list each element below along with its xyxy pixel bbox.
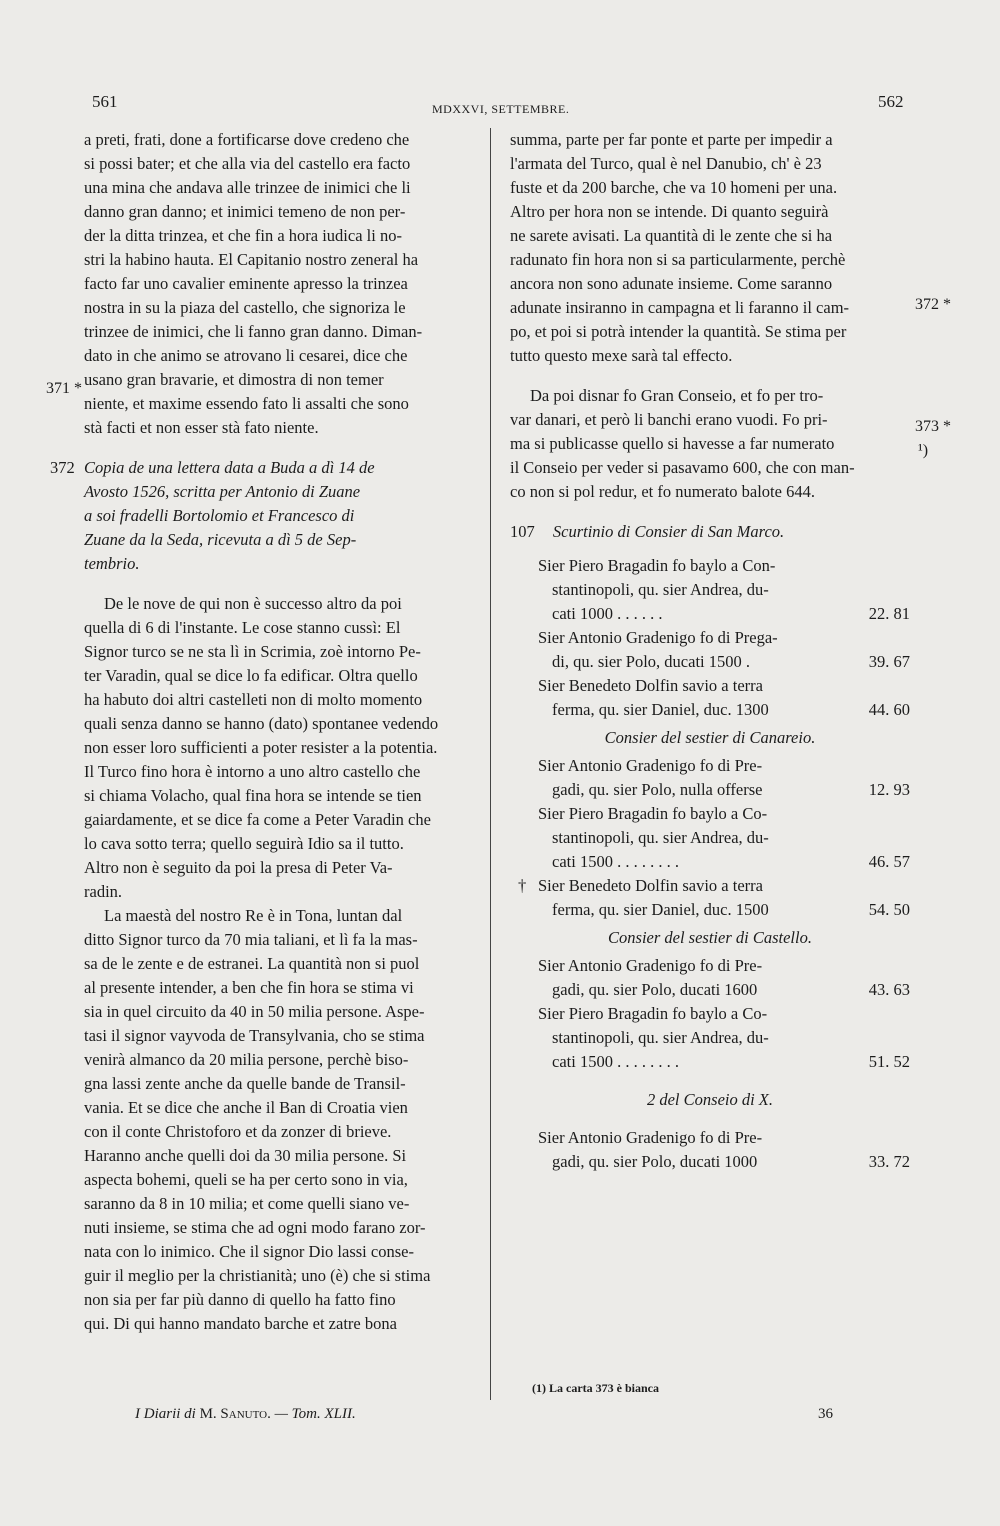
candidate-entry — [510, 674, 910, 722]
text-line: tutto questo mexe sarà tal effecto. — [510, 346, 733, 365]
page-number-right: 562 — [878, 92, 904, 111]
text-line: una mina che andava alle trinzee de inimici che li — [84, 178, 411, 197]
vote-count: 22. 81 — [868, 604, 910, 623]
candidate-line: Sier Antonio Gradenigo fo di Pre- — [538, 1128, 763, 1147]
text-line: po, et poi si potrà intender la quantità. Se stima per — [510, 322, 847, 341]
candidate-name — [538, 554, 846, 626]
candidate-line: di, qu. sier Polo, ducati 1500 . — [552, 652, 750, 671]
text-line: non sia per far più danno di quello ha fatto fino — [84, 1290, 396, 1309]
title-line: tembrio. — [84, 554, 140, 573]
paragraph-king — [84, 904, 488, 1336]
subheading-council-x: 2 del Conseio di X. — [646, 1090, 774, 1109]
text-line: Altro per hora non se intende. Di quanto seguirà — [510, 202, 829, 221]
candidate-line: cati 1000 . . . . . . — [552, 604, 663, 623]
candidate-name — [538, 674, 846, 722]
text-line: fuste et da 200 barche, che va 10 homeni per una. — [510, 178, 838, 197]
candidate-line: Sier Benedeto Dolfin savio a terra — [538, 676, 763, 695]
text-line: ha habuto doi altri castelleti non di molto momento — [84, 690, 423, 709]
vote-count: 39. 67 — [868, 652, 910, 671]
text-line: Il Turco fino hora è intorno a uno altro castello che — [84, 762, 421, 781]
sheet-number: 36 — [818, 1406, 833, 1422]
text-line: danno gran danno; et inimici temeno de non per- — [84, 202, 406, 221]
candidate-entry — [510, 754, 910, 802]
candidate-line: stantinopoli, qu. sier Andrea, du- — [552, 580, 769, 599]
paragraph-army — [510, 128, 910, 368]
text-line: l'armata del Turco, qual è nel Danubio, ch' è 23 — [510, 154, 822, 173]
text-line: Signor turco se ne sta lì in Scrimia, zoè intorno Pe- — [84, 642, 421, 661]
candidate-entry — [510, 1002, 910, 1074]
scrutiny-heading — [510, 520, 910, 544]
candidate-line: cati 1500 . . . . . . . . — [552, 852, 679, 871]
paragraph-fortification — [84, 128, 488, 440]
text-line: Da poi disnar fo Gran Conseio, et fo per tro- — [530, 386, 824, 405]
right-column — [510, 128, 910, 1174]
text-line: il Conseio per veder si pasavamo 600, che con man- — [510, 458, 855, 477]
text-line: stà facti et non esser stà fato niente. — [84, 418, 319, 437]
candidate-line: Sier Antonio Gradenigo fo di Prega- — [538, 628, 778, 647]
text-line: quali senza danno se hanno (dato) spontanee vedendo — [84, 714, 439, 733]
candidate-line: Sier Benedeto Dolfin savio a terra — [538, 876, 763, 895]
text-line: De le nove de qui non è successo altro da poi — [104, 594, 402, 613]
text-line: var danari, et però li banchi erano vuodi. Fo pri- — [510, 410, 828, 429]
text-line: aspecta bohemi, queli se ha per certo sono in via, — [84, 1170, 408, 1189]
text-line: La maestà del nostro Re è in Tona, luntan dal — [104, 906, 403, 925]
text-line: usano gran bravarie, et dimostra di non temer — [84, 370, 384, 389]
title-line: Avosto 1526, scritta per Antonio di Zuane — [84, 482, 361, 501]
text-line: sa de le zente e de estranei. La quantità non si puol — [84, 954, 420, 973]
dagger-mark: † — [518, 876, 527, 895]
text-line: co non si pol redur, et fo numerato balote 644. — [510, 482, 815, 501]
scrutiny-number: 107 — [510, 522, 535, 541]
text-line: non esser loro sufficienti a poter resister a la potentia. — [84, 738, 438, 757]
candidate-entry — [510, 554, 910, 626]
candidate-entry — [510, 626, 910, 674]
text-line: ancora non sono adunate insieme. Come saranno — [510, 274, 833, 293]
subheading-canareio: Consier del sestier di Canareio. — [604, 728, 816, 747]
text-line: lo cava sotto terra; quello seguirà Idio sa il tutto. — [84, 834, 404, 853]
candidate-name — [538, 1126, 846, 1174]
candidate-name — [538, 802, 846, 874]
candidate-line: ferma, qu. sier Daniel, duc. 1500 — [552, 900, 769, 919]
text-line: radin. — [84, 882, 123, 901]
margin-note-373: 373 * — [915, 418, 951, 435]
candidate-entry — [510, 874, 910, 922]
column-divider — [490, 128, 491, 1400]
signature-author: M. Sanuto. — [199, 1406, 271, 1422]
vote-count: 44. 60 — [868, 700, 910, 719]
candidate-name — [538, 754, 846, 802]
candidate-line: cati 1500 . . . . . . . . — [552, 1052, 679, 1071]
text-line: si possi bater; et che alla via del castello era facto — [84, 154, 411, 173]
letter-title — [84, 456, 488, 576]
text-line: vania. Et se dice che anche il Ban di Croatia vien — [84, 1098, 408, 1117]
candidate-entry — [510, 954, 910, 1002]
margin-note-371: 371 * — [46, 380, 82, 397]
subheading-castello: Consier del sestier di Castello. — [608, 928, 812, 947]
text-line: dato in che animo se atrovano li cesarei, dice che — [84, 346, 408, 365]
text-line: nuti insieme, se stima che ad ogni modo farano zor- — [84, 1218, 426, 1237]
signature-line — [135, 1406, 356, 1423]
paragraph-news — [84, 592, 488, 904]
text-line: der la ditta trinzea, et che fin a hora iudica li no- — [84, 226, 402, 245]
text-line: gna lassi zente anche da quelle bande de Transil- — [84, 1074, 406, 1093]
candidate-name — [538, 874, 846, 922]
title-line: Zuane da la Seda, ricevuta a dì 5 de Sep- — [84, 530, 357, 549]
election-group-council-x — [510, 1126, 910, 1174]
vote-count: 51. 52 — [868, 1052, 910, 1071]
section-number: 372 — [50, 458, 75, 477]
margin-note-372: 372 * — [915, 296, 951, 313]
candidate-name — [538, 626, 846, 674]
candidate-line: stantinopoli, qu. sier Andrea, du- — [552, 1028, 769, 1047]
text-line: nostra in su la piaza del castello, che signoriza le — [84, 298, 406, 317]
candidate-name — [538, 954, 846, 1002]
title-line: Copia de una lettera data a Buda a dì 14 de — [84, 458, 375, 477]
text-line: saranno da 8 in 10 milia; et come quelli siano ve- — [84, 1194, 410, 1213]
signature-tome: — Tom. XLII. — [274, 1406, 356, 1422]
text-line: quella di 6 di l'instante. Le cose stanno cussì: El — [84, 618, 401, 637]
text-line: facto far uno cavalier eminente apresso la trinzea — [84, 274, 408, 293]
text-line: radunato fin hora non si sa particularmente, perchè — [510, 250, 846, 269]
text-line: ditto Signor turco da 70 mia taliani, et lì fa la mas- — [84, 930, 418, 949]
text-line: al presente intender, a ben che fin hora se stima vi — [84, 978, 414, 997]
vote-count: 43. 63 — [868, 980, 910, 999]
text-line: tasi il signor vayvoda de Transylvania, cho se stima — [84, 1026, 425, 1045]
candidate-line: gadi, qu. sier Polo, ducati 1000 — [552, 1152, 758, 1171]
candidate-line: Sier Piero Bragadin fo baylo a Con- — [538, 556, 776, 575]
text-line: ter Varadin, qual se dice lo fa edificar. Oltra quello — [84, 666, 418, 685]
candidate-line: gadi, qu. sier Polo, ducati 1600 — [552, 980, 758, 999]
candidate-line: Sier Piero Bragadin fo baylo a Co- — [538, 1004, 768, 1023]
candidate-line: Sier Antonio Gradenigo fo di Pre- — [538, 756, 763, 775]
text-line: guir il meglio per la christianità; uno (è) che si stima — [84, 1266, 431, 1285]
footnote: (1) La carta 373 è bianca — [532, 1381, 659, 1395]
signature-italic: I Diarii di — [135, 1406, 196, 1422]
text-line: adunate insiranno in campagna et li faranno il cam- — [510, 298, 850, 317]
text-line: a preti, frati, done a fortificarse dove credeno che — [84, 130, 410, 149]
text-line: ma si publicasse quello si havesse a far numerato — [510, 434, 835, 453]
text-line: stri la habino hauta. El Capitanio nostro zeneral ha — [84, 250, 419, 269]
text-line: sia in quel circuito da 40 in 50 milia persone. Aspe- — [84, 1002, 425, 1021]
text-line: trinzee de inimici, che li fanno gran danno. Diman- — [84, 322, 423, 341]
candidate-line: Sier Piero Bragadin fo baylo a Co- — [538, 804, 768, 823]
letter-heading — [50, 456, 488, 576]
candidate-line: gadi, qu. sier Polo, nulla offerse — [552, 780, 763, 799]
text-line: niente, et maxime essendo fato li assalti che sono — [84, 394, 409, 413]
scrutiny-title: Scurtinio di Consier di San Marco. — [552, 522, 785, 541]
candidate-line: ferma, qu. sier Daniel, duc. 1300 — [552, 700, 769, 719]
text-line: Haranno anche quelli doi da 30 milia persone. Si — [84, 1146, 407, 1165]
text-line: si chiama Volacho, qual fina hora se intende se tien — [84, 786, 422, 805]
text-line: venirà almanco da 20 milia persone, perchè biso- — [84, 1050, 409, 1069]
candidate-line: stantinopoli, qu. sier Andrea, du- — [552, 828, 769, 847]
vote-count: 33. 72 — [868, 1152, 910, 1171]
page-number-left: 561 — [92, 92, 118, 111]
vote-count: 54. 50 — [868, 900, 910, 919]
candidate-entry — [510, 1126, 910, 1174]
text-line: gaiardamente, et se dice fa come a Peter Varadin che — [84, 810, 431, 829]
election-group-canareio — [510, 754, 910, 922]
candidate-line: Sier Antonio Gradenigo fo di Pre- — [538, 956, 763, 975]
vote-count: 46. 57 — [868, 852, 910, 871]
text-line: con il conte Christoforo et da zonzer di brieve. — [84, 1122, 392, 1141]
margin-footnote-ref: ¹) — [918, 442, 929, 459]
candidate-entry — [510, 802, 910, 874]
candidate-name — [538, 1002, 846, 1074]
text-line: summa, parte per far ponte et parte per impedir a — [510, 130, 833, 149]
text-line: ne sarete avisati. La quantità di le zente che si ha — [510, 226, 833, 245]
text-line: qui. Di qui hanno mandato barche et zatre bona — [84, 1314, 397, 1333]
text-line: nata con lo inimico. Che il signor Dio lassi conse- — [84, 1242, 414, 1261]
text-line: Altro non è seguito da poi la presa di Peter Va- — [84, 858, 393, 877]
election-group-castello — [510, 954, 910, 1074]
title-line: a soi fradelli Bortolomio et Francesco di — [84, 506, 355, 525]
election-group-san-marco — [510, 554, 910, 722]
running-title: MDXXVI, SETTEMBRE. — [432, 102, 570, 116]
paragraph-council — [510, 384, 910, 504]
vote-count: 12. 93 — [868, 780, 910, 799]
